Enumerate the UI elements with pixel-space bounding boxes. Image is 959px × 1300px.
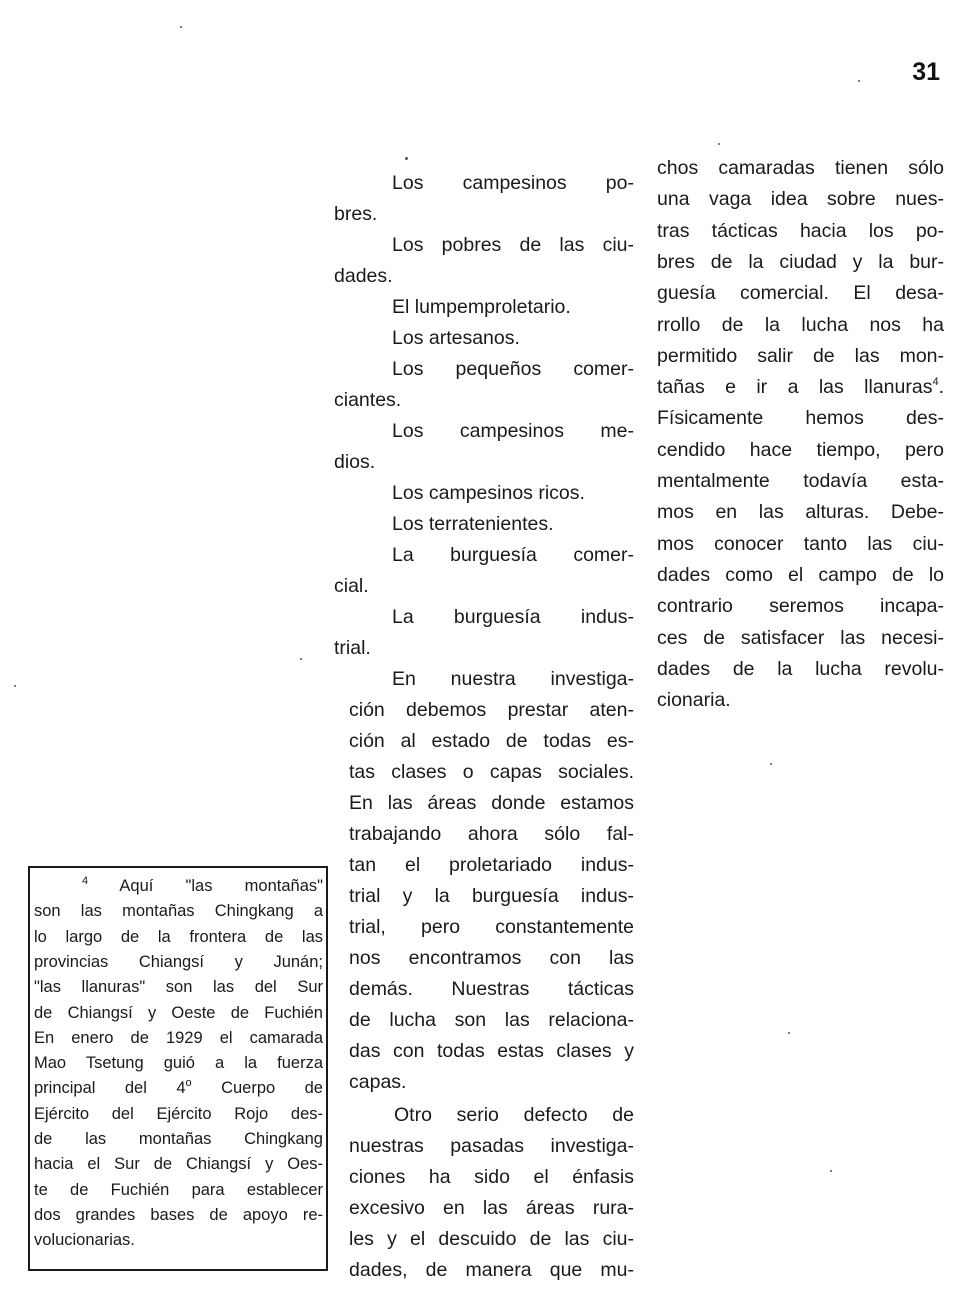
footnote-line: principal del 4$^o$ Cuerpo de <box>34 1076 323 1098</box>
text-line: dades, de manera que mu- <box>349 1259 634 1281</box>
text-line: dades. <box>334 265 393 287</box>
text-line: Los terratenientes. <box>392 513 554 535</box>
text-line: tas clases o capas sociales. <box>349 761 634 783</box>
text-line: contrario seremos incapa- <box>657 595 944 618</box>
footnote-line: dos grandes bases de apoyo re- <box>34 1205 323 1224</box>
text-line: bres. <box>334 203 378 225</box>
scan-speck <box>858 80 860 82</box>
text-line: Los campesinos ricos. <box>392 482 585 504</box>
text-line: nos encontramos con las <box>349 947 634 969</box>
footnote-line: provincias Chiangsí y Junán; <box>34 952 323 971</box>
text-line: Los pequeños comer- <box>392 358 634 380</box>
text-line: trial, pero constantemente <box>349 916 634 938</box>
scan-speck <box>770 763 772 765</box>
text-line: trabajando ahora sólo fal- <box>349 823 634 845</box>
text-line: La burguesía indus- <box>392 606 634 628</box>
text-line: ciantes. <box>334 389 402 411</box>
text-line: mentalmente todavía esta- <box>657 470 944 492</box>
footnote-line: de las montañas Chingkang <box>34 1130 323 1148</box>
text-line: cionaria. <box>657 689 731 712</box>
text-line: das con todas estas clases y <box>349 1040 634 1062</box>
scan-speck <box>14 685 16 687</box>
scan-speck <box>180 26 182 28</box>
text-line: dades como el campo de lo <box>657 563 944 586</box>
text-line: ces de satisfacer las necesi- <box>657 626 944 649</box>
footnote-line: "las llanuras" son las del Sur <box>34 978 323 997</box>
text-line: En las áreas donde estamos <box>349 792 634 814</box>
text-line: guesía comercial. El desa- <box>657 282 944 305</box>
text-line: mos conocer tanto las ciu- <box>657 532 944 555</box>
footnote-line: Ejército del Ejército Rojo des- <box>34 1104 323 1123</box>
text-line: chos camaradas tienen sólo <box>657 157 944 179</box>
text-line: bres de la ciudad y la bur- <box>657 250 944 273</box>
text-line: capas. <box>349 1071 407 1093</box>
text-line: excesivo en las áreas rura- <box>349 1197 634 1219</box>
text-line: ción debemos prestar aten- <box>349 699 634 721</box>
text-line: Los campesinos po- <box>392 172 634 194</box>
text-line: mos en las alturas. Debe- <box>657 501 944 524</box>
text-line: tras tácticas hacia los po- <box>657 219 944 242</box>
scan-speck <box>718 143 720 145</box>
footnote-line: hacia el Sur de Chiangsí y Oes- <box>34 1155 323 1174</box>
scan-speck <box>300 658 302 660</box>
page-number: 31 <box>912 58 940 86</box>
text-line: de lucha son las relaciona- <box>349 1009 634 1031</box>
footnote-line: te de Fuchién para establecer <box>34 1180 323 1199</box>
scan-speck <box>405 157 408 160</box>
text-line: En nuestra investiga- <box>392 668 634 690</box>
text-line: les y el descuido de las ciu- <box>349 1228 634 1250</box>
footnote-marker: 4 <box>82 874 89 887</box>
text-line: tan el proletariado indus- <box>349 854 634 876</box>
text-line: La burguesía comer- <box>392 544 634 566</box>
text-line: dios. <box>334 451 376 473</box>
footnote-line: Mao Tsetung guió a la fuerza <box>34 1054 323 1073</box>
footnote-line: volucionarias. <box>34 1231 135 1250</box>
text-line: cial. <box>334 575 369 597</box>
footnote-box <box>28 866 328 1271</box>
footnote-line: En enero de 1929 el camarada <box>34 1028 323 1047</box>
text-line: trial y la burguesía indus- <box>349 885 634 907</box>
text-line: una vaga idea sobre nues- <box>657 188 944 211</box>
text-line: nuestras pasadas investiga- <box>349 1135 634 1157</box>
text-line: tañas e ir a las llanuras$^4$. <box>657 375 944 399</box>
ordinal-mark: o <box>185 1076 192 1089</box>
footnote-reference: 4 <box>932 375 939 388</box>
text-line: Los campesinos me- <box>392 420 634 442</box>
text-line: El lumpemproletario. <box>392 296 571 318</box>
text-line: ción al estado de todas es- <box>349 730 634 752</box>
text-line: dades de la lucha revolu- <box>657 657 944 680</box>
text-line: ciones ha sido el énfasis <box>349 1166 634 1188</box>
text-line: Físicamente hemos des- <box>657 407 944 430</box>
scan-speck <box>788 1032 790 1034</box>
text-line: demás. Nuestras tácticas <box>349 978 634 1000</box>
scan-speck <box>830 1170 832 1172</box>
text-line: rrollo de la lucha nos ha <box>657 313 944 336</box>
footnote-line: $^4$ Aquí "las montañas" <box>82 874 323 895</box>
text-line: Los pobres de las ciu- <box>392 234 634 256</box>
text-line: permitido salir de las mon- <box>657 344 944 367</box>
text-line: trial. <box>334 637 371 659</box>
text-line: Otro serio defecto de <box>394 1104 634 1126</box>
footnote-line: lo largo de la frontera de las <box>34 927 323 946</box>
text-line: Los artesanos. <box>392 327 520 349</box>
footnote-line: son las montañas Chingkang a <box>34 902 323 921</box>
text-line: cendido hace tiempo, pero <box>657 438 944 461</box>
footnote-line: de Chiangsí y Oeste de Fuchién <box>34 1003 323 1022</box>
